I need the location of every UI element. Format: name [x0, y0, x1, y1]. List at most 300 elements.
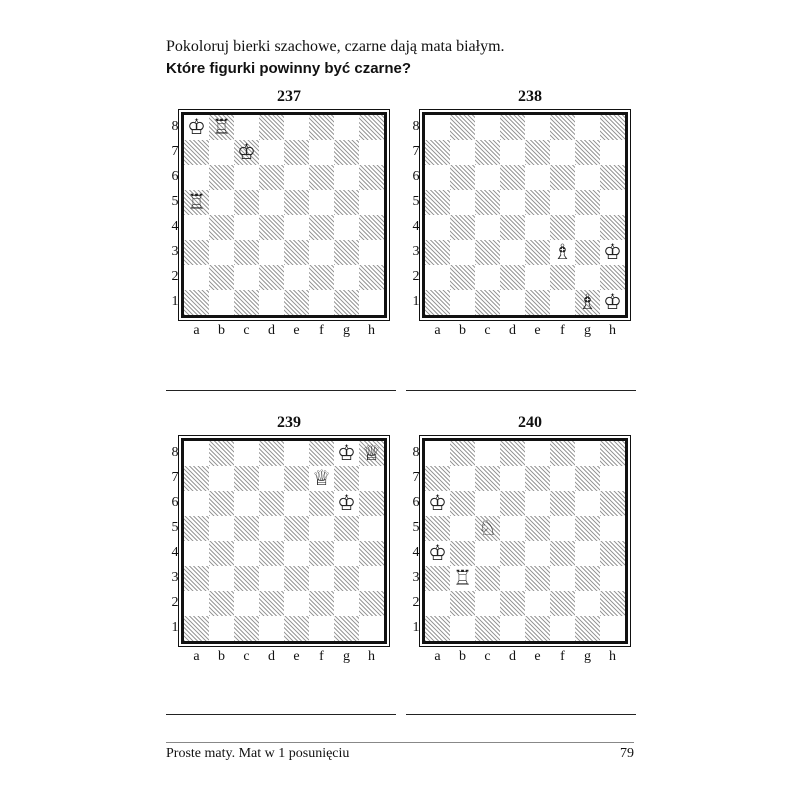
light-square: [600, 566, 625, 591]
dark-square: [500, 265, 525, 290]
dark-square: [184, 616, 209, 641]
light-square: [475, 591, 500, 616]
dark-square: [359, 215, 384, 240]
dark-square: [309, 265, 334, 290]
light-square: [359, 616, 384, 641]
light-square: [475, 115, 500, 140]
light-square: [309, 516, 334, 541]
light-square: [309, 566, 334, 591]
light-square: [359, 140, 384, 165]
light-square: [259, 290, 284, 315]
dark-square: [334, 516, 359, 541]
rank-label: 2: [171, 595, 179, 610]
dark-square: [234, 240, 259, 265]
dark-square: [184, 140, 209, 165]
dark-square: [475, 290, 500, 315]
rank-label: 2: [171, 269, 179, 284]
light-square: [284, 265, 309, 290]
file-label: a: [193, 323, 200, 338]
light-square: [184, 215, 209, 240]
file-label: a: [434, 323, 441, 338]
file-label: g: [584, 323, 591, 338]
file-label: h: [368, 323, 375, 338]
light-square: [575, 491, 600, 516]
rook-piece-icon[interactable]: ♖: [453, 566, 472, 590]
light-square: [284, 115, 309, 140]
light-square: [500, 240, 525, 265]
light-square: [575, 265, 600, 290]
queen-piece-icon[interactable]: ♕: [312, 466, 331, 490]
file-label: b: [218, 649, 225, 664]
chessboard: [412, 438, 628, 664]
dark-square: [425, 516, 450, 541]
light-square: [334, 115, 359, 140]
dark-square: [359, 115, 384, 140]
light-square: [600, 616, 625, 641]
light-square: [475, 215, 500, 240]
dark-square: [334, 190, 359, 215]
dark-square: [575, 566, 600, 591]
dark-square: [600, 215, 625, 240]
light-square: [234, 591, 259, 616]
dark-square: [309, 165, 334, 190]
dark-square: [425, 140, 450, 165]
dark-square: [259, 265, 284, 290]
file-label: f: [560, 323, 565, 338]
light-square: [575, 165, 600, 190]
king-piece-icon[interactable]: ♔: [603, 240, 622, 264]
dark-square: [209, 441, 234, 466]
dark-square: [359, 591, 384, 616]
dark-square: [284, 616, 309, 641]
dark-square: [259, 165, 284, 190]
diagram-239: [169, 414, 409, 704]
light-square: [450, 140, 475, 165]
diagram-number: 239: [277, 414, 301, 431]
light-square: [209, 516, 234, 541]
light-square: [475, 541, 500, 566]
dark-square: [475, 140, 500, 165]
dark-square: [284, 566, 309, 591]
dark-square: [575, 140, 600, 165]
dark-square: [500, 215, 525, 240]
dark-square: [550, 441, 575, 466]
light-square: [475, 491, 500, 516]
rank-label: 6: [412, 169, 420, 184]
king-piece-icon[interactable]: ♔: [337, 491, 356, 515]
light-square: [525, 215, 550, 240]
dark-square: [309, 591, 334, 616]
diagram-number: 238: [518, 88, 542, 105]
rank-label: 4: [171, 219, 179, 234]
light-square: [450, 466, 475, 491]
king-piece-icon[interactable]: ♔: [428, 491, 447, 515]
file-label: a: [193, 649, 200, 664]
light-square: [450, 240, 475, 265]
chessboard: [171, 112, 387, 338]
instruction-text: Pokoloruj bierki szachowe, czarne dają mata białym.: [166, 38, 505, 55]
rank-label: 7: [412, 470, 420, 485]
dark-square: [359, 265, 384, 290]
dark-square: [525, 616, 550, 641]
light-square: [600, 190, 625, 215]
dark-square: [600, 491, 625, 516]
rank-label: 7: [412, 144, 420, 159]
dark-square: [425, 466, 450, 491]
light-square: [209, 240, 234, 265]
dark-square: [550, 115, 575, 140]
dark-square: [475, 616, 500, 641]
dark-square: [500, 115, 525, 140]
dark-square: [259, 591, 284, 616]
rank-label: 1: [171, 294, 179, 309]
light-square: [184, 591, 209, 616]
light-square: [550, 616, 575, 641]
light-square: [475, 441, 500, 466]
rank-label: 5: [412, 194, 420, 209]
dark-square: [234, 466, 259, 491]
dark-square: [450, 491, 475, 516]
question-text: Które figurki powinny być czarne?: [166, 60, 412, 77]
dark-square: [309, 215, 334, 240]
rank-label: 8: [171, 445, 179, 460]
light-square: [259, 466, 284, 491]
light-square: [234, 115, 259, 140]
file-label: h: [609, 649, 616, 664]
light-square: [500, 290, 525, 315]
light-square: [525, 265, 550, 290]
light-square: [525, 115, 550, 140]
chessboard: [171, 438, 387, 664]
light-square: [425, 215, 450, 240]
file-label: a: [434, 649, 441, 664]
light-square: [475, 265, 500, 290]
dark-square: [184, 516, 209, 541]
file-label: f: [319, 323, 324, 338]
light-square: [425, 265, 450, 290]
file-label: e: [534, 649, 541, 664]
dark-square: [575, 240, 600, 265]
file-label: c: [484, 323, 491, 338]
light-square: [450, 516, 475, 541]
dark-square: [425, 616, 450, 641]
file-label: b: [459, 649, 466, 664]
dark-square: [425, 290, 450, 315]
light-square: [309, 616, 334, 641]
light-square: [309, 140, 334, 165]
dark-square: [525, 240, 550, 265]
dark-square: [359, 541, 384, 566]
diagram-240: [410, 414, 650, 704]
light-square: [575, 441, 600, 466]
dark-square: [525, 190, 550, 215]
dark-square: [450, 591, 475, 616]
light-square: [575, 115, 600, 140]
dark-square: [334, 466, 359, 491]
dark-square: [450, 541, 475, 566]
light-square: [184, 491, 209, 516]
dark-square: [259, 441, 284, 466]
diagram-238: [410, 88, 650, 378]
file-label: e: [534, 323, 541, 338]
dark-square: [525, 290, 550, 315]
dark-square: [234, 566, 259, 591]
king-piece-icon[interactable]: ♔: [337, 441, 356, 465]
answer-line: [406, 714, 636, 715]
dark-square: [334, 616, 359, 641]
light-square: [209, 190, 234, 215]
dark-square: [309, 541, 334, 566]
light-square: [259, 516, 284, 541]
dark-square: [600, 165, 625, 190]
dark-square: [475, 466, 500, 491]
rank-label: 3: [171, 570, 179, 585]
dark-square: [550, 215, 575, 240]
diagram-237: [169, 88, 409, 378]
dark-square: [209, 591, 234, 616]
light-square: [209, 140, 234, 165]
queen-piece-icon[interactable]: ♕: [362, 441, 381, 465]
light-square: [309, 240, 334, 265]
light-square: [575, 215, 600, 240]
bishop-piece-icon[interactable]: ♗: [578, 290, 597, 314]
light-square: [600, 140, 625, 165]
light-square: [184, 265, 209, 290]
light-square: [600, 466, 625, 491]
dark-square: [209, 491, 234, 516]
diagram-number: 237: [277, 88, 301, 105]
file-label: c: [243, 323, 250, 338]
dark-square: [500, 591, 525, 616]
light-square: [259, 240, 284, 265]
instructions: [166, 36, 505, 80]
page-footer: [166, 742, 634, 762]
rank-label: 4: [171, 545, 179, 560]
dark-square: [209, 265, 234, 290]
file-label: f: [319, 649, 324, 664]
light-square: [334, 215, 359, 240]
answer-line: [406, 390, 636, 391]
knight-piece-icon[interactable]: ♘: [478, 516, 497, 540]
light-square: [550, 566, 575, 591]
rank-label: 1: [412, 620, 420, 635]
dark-square: [234, 616, 259, 641]
file-label: d: [268, 323, 275, 338]
dark-square: [550, 265, 575, 290]
rank-label: 3: [412, 570, 420, 585]
light-square: [575, 541, 600, 566]
dark-square: [259, 541, 284, 566]
light-square: [500, 566, 525, 591]
dark-square: [500, 165, 525, 190]
rank-label: 8: [412, 445, 420, 460]
light-square: [359, 240, 384, 265]
dark-square: [475, 240, 500, 265]
file-label: h: [609, 323, 616, 338]
light-square: [209, 616, 234, 641]
light-square: [209, 290, 234, 315]
light-square: [425, 115, 450, 140]
light-square: [259, 616, 284, 641]
light-square: [425, 591, 450, 616]
dark-square: [209, 215, 234, 240]
dark-square: [425, 240, 450, 265]
answer-line: [166, 714, 396, 715]
rank-label: 6: [171, 495, 179, 510]
dark-square: [184, 566, 209, 591]
file-label: c: [243, 649, 250, 664]
light-square: [184, 165, 209, 190]
light-square: [284, 541, 309, 566]
dark-square: [284, 190, 309, 215]
rank-label: 8: [171, 119, 179, 134]
dark-square: [309, 441, 334, 466]
light-square: [550, 466, 575, 491]
king-piece-icon[interactable]: ♔: [428, 541, 447, 565]
file-label: e: [293, 323, 300, 338]
light-square: [334, 265, 359, 290]
rook-piece-icon[interactable]: ♖: [187, 190, 206, 214]
dark-square: [284, 466, 309, 491]
dark-square: [184, 290, 209, 315]
light-square: [550, 516, 575, 541]
dark-square: [575, 516, 600, 541]
rank-label: 6: [412, 495, 420, 510]
dark-square: [284, 516, 309, 541]
file-label: d: [268, 649, 275, 664]
rank-label: 6: [171, 169, 179, 184]
light-square: [184, 441, 209, 466]
dark-square: [600, 115, 625, 140]
light-square: [359, 290, 384, 315]
light-square: [525, 165, 550, 190]
light-square: [425, 441, 450, 466]
light-square: [525, 541, 550, 566]
rank-label: 8: [412, 119, 420, 134]
dark-square: [259, 115, 284, 140]
rank-label: 5: [171, 194, 179, 209]
light-square: [284, 165, 309, 190]
light-square: [550, 140, 575, 165]
dark-square: [450, 115, 475, 140]
dark-square: [450, 265, 475, 290]
bishop-piece-icon[interactable]: ♗: [553, 240, 572, 264]
light-square: [500, 140, 525, 165]
rank-label: 7: [171, 470, 179, 485]
light-square: [334, 591, 359, 616]
king-piece-icon[interactable]: ♔: [237, 140, 256, 164]
rook-piece-icon[interactable]: ♖: [212, 115, 231, 139]
dark-square: [284, 240, 309, 265]
dark-square: [550, 165, 575, 190]
dark-square: [475, 190, 500, 215]
light-square: [234, 541, 259, 566]
dark-square: [284, 290, 309, 315]
dark-square: [309, 491, 334, 516]
rank-label: 4: [412, 219, 420, 234]
file-label: g: [343, 649, 350, 664]
file-label: c: [484, 649, 491, 664]
dark-square: [234, 290, 259, 315]
light-square: [309, 290, 334, 315]
dark-square: [234, 516, 259, 541]
rank-label: 4: [412, 545, 420, 560]
dark-square: [209, 165, 234, 190]
light-square: [500, 616, 525, 641]
file-label: b: [459, 323, 466, 338]
rank-label: 5: [171, 520, 179, 535]
light-square: [525, 591, 550, 616]
dark-square: [334, 290, 359, 315]
dark-square: [500, 541, 525, 566]
light-square: [284, 591, 309, 616]
light-square: [234, 215, 259, 240]
dark-square: [450, 165, 475, 190]
rank-label: 1: [412, 294, 420, 309]
dark-square: [334, 566, 359, 591]
dark-square: [284, 140, 309, 165]
dark-square: [600, 591, 625, 616]
light-square: [500, 516, 525, 541]
dark-square: [525, 566, 550, 591]
light-square: [184, 541, 209, 566]
dark-square: [425, 566, 450, 591]
file-label: e: [293, 649, 300, 664]
dark-square: [309, 115, 334, 140]
dark-square: [359, 165, 384, 190]
dark-square: [234, 190, 259, 215]
dark-square: [334, 240, 359, 265]
answer-line: [166, 390, 396, 391]
king-piece-icon[interactable]: ♔: [187, 115, 206, 139]
dark-square: [450, 441, 475, 466]
light-square: [309, 190, 334, 215]
light-square: [234, 491, 259, 516]
chessboard: [412, 112, 628, 338]
rank-label: 1: [171, 620, 179, 635]
light-square: [525, 441, 550, 466]
dark-square: [550, 541, 575, 566]
dark-square: [575, 466, 600, 491]
dark-square: [450, 215, 475, 240]
light-square: [334, 165, 359, 190]
dark-square: [525, 516, 550, 541]
light-square: [525, 491, 550, 516]
light-square: [500, 466, 525, 491]
light-square: [475, 165, 500, 190]
light-square: [234, 165, 259, 190]
file-label: g: [343, 323, 350, 338]
light-square: [359, 190, 384, 215]
light-square: [550, 190, 575, 215]
dark-square: [600, 265, 625, 290]
king-piece-icon[interactable]: ♔: [603, 290, 622, 314]
rank-label: 2: [412, 595, 420, 610]
light-square: [284, 441, 309, 466]
dark-square: [525, 466, 550, 491]
light-square: [284, 215, 309, 240]
dark-square: [600, 441, 625, 466]
light-square: [334, 541, 359, 566]
light-square: [359, 516, 384, 541]
light-square: [450, 190, 475, 215]
dark-square: [334, 140, 359, 165]
light-square: [550, 290, 575, 315]
light-square: [234, 265, 259, 290]
dark-square: [259, 215, 284, 240]
light-square: [259, 140, 284, 165]
light-square: [259, 190, 284, 215]
